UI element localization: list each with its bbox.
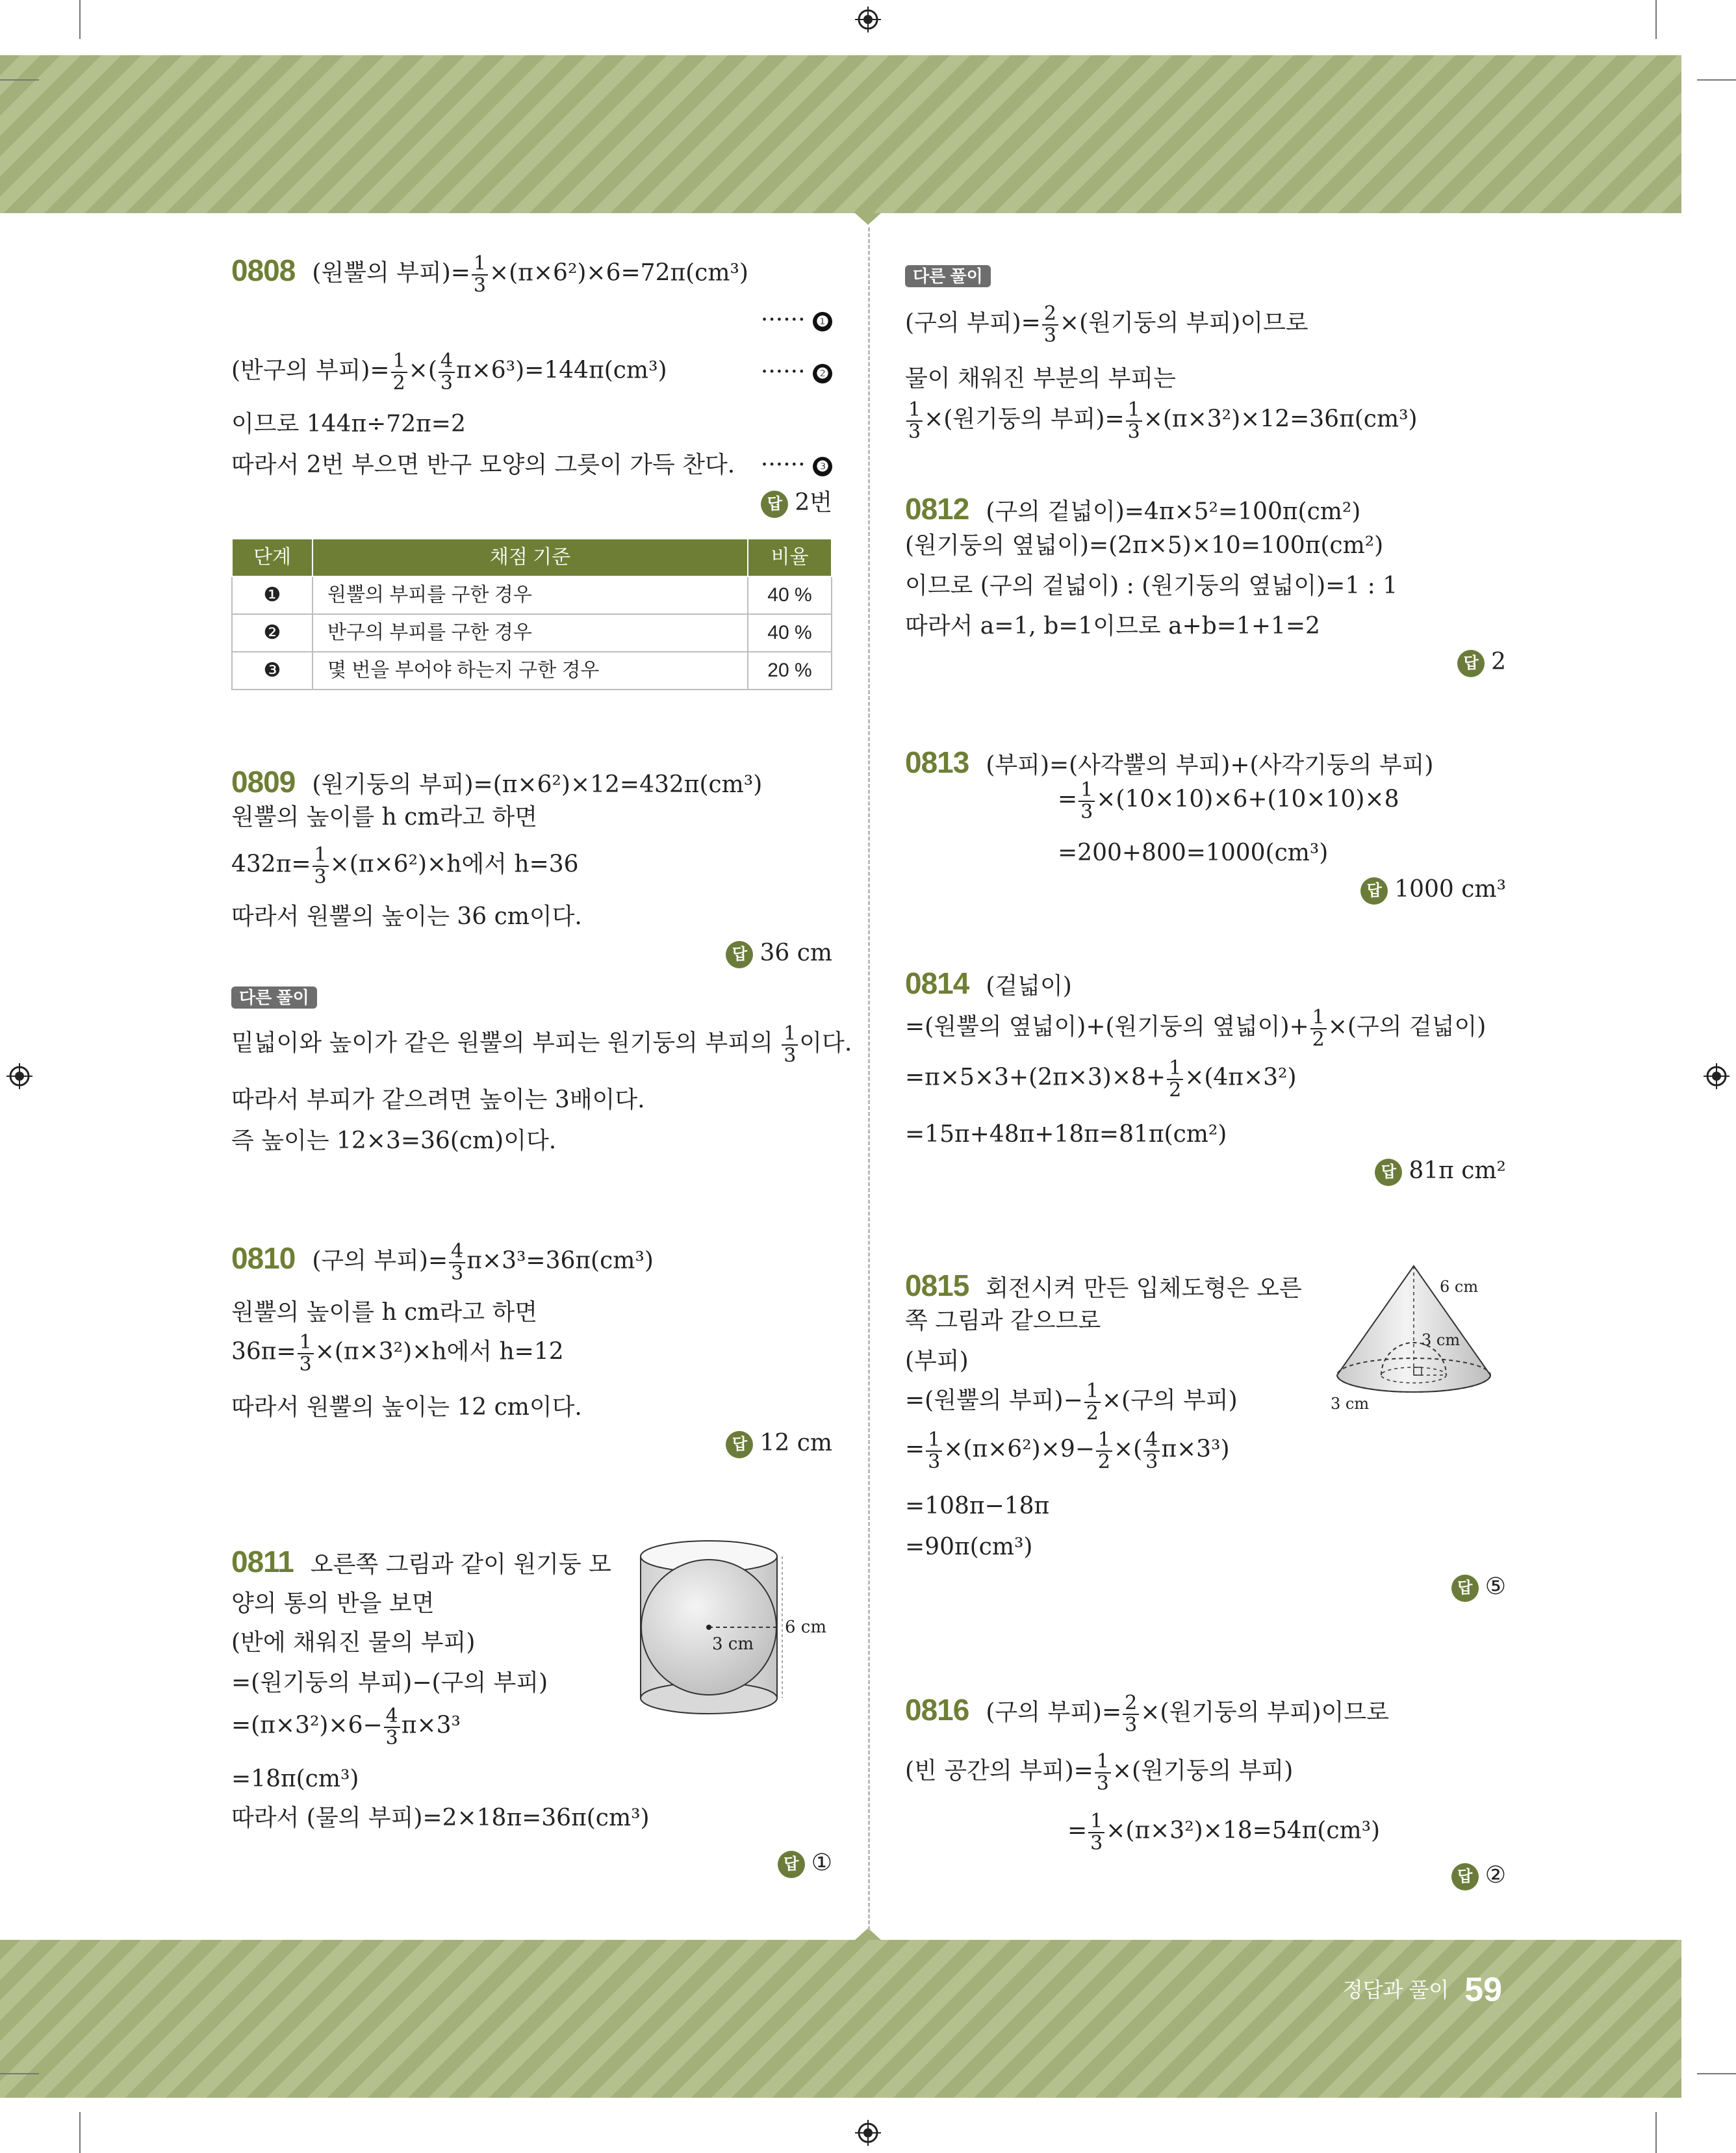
base-radius-label: 3 cm bbox=[1331, 1395, 1370, 1410]
problem-number: 0813 bbox=[905, 745, 969, 779]
answer-badge: 답 bbox=[1375, 1159, 1402, 1186]
answer: 답 2번 bbox=[761, 491, 832, 518]
radius-label: 3 cm bbox=[712, 1634, 754, 1654]
fraction: $\frac{1}{2}$ bbox=[1096, 1430, 1112, 1472]
fraction: $\frac{2}{3}$ bbox=[1042, 303, 1058, 346]
registration-mark-icon bbox=[6, 1063, 32, 1089]
fraction: $\frac{4}{3}$ bbox=[439, 351, 455, 393]
fraction: $\frac{4}{3}$ bbox=[384, 1706, 400, 1748]
problem-number: 0814 bbox=[905, 966, 969, 1000]
answer-badge: 답 bbox=[761, 491, 788, 518]
fraction: $\frac{1}{3}$ bbox=[298, 1332, 314, 1374]
registration-mark-icon bbox=[855, 6, 881, 32]
fraction: $\frac{1}{3}$ bbox=[1126, 400, 1142, 442]
answer: 답 12 cm bbox=[726, 1431, 832, 1458]
table-row: ❸ 몇 번을 부어야 하는지 구한 경우 20 % bbox=[232, 652, 832, 690]
fraction: $\frac{1}{3}$ bbox=[782, 1024, 798, 1066]
answer-badge: 답 bbox=[1451, 1575, 1479, 1602]
problem-number: 0815 bbox=[905, 1269, 969, 1302]
fraction: $\frac{1}{3}$ bbox=[472, 253, 488, 296]
footer-band bbox=[0, 1940, 1681, 2098]
answer: 답 ⑤ bbox=[1451, 1575, 1506, 1602]
answer-badge: 답 bbox=[778, 1851, 805, 1878]
crop-mark bbox=[1655, 2112, 1657, 2153]
page-footer bbox=[1343, 1970, 1502, 2009]
fraction: $\frac{1}{3}$ bbox=[1088, 1811, 1104, 1853]
fraction: $\frac{1}{2}$ bbox=[391, 351, 407, 393]
column-divider bbox=[868, 227, 870, 1930]
fraction: $\frac{4}{3}$ bbox=[1143, 1430, 1160, 1472]
table-row: ❷ 반구의 부피를 구한 경우 40 % bbox=[232, 614, 832, 652]
crop-mark bbox=[0, 79, 39, 81]
crop-mark bbox=[1697, 79, 1736, 81]
problem-number: 0808 bbox=[231, 253, 296, 287]
answer: 답 ② bbox=[1451, 1863, 1506, 1890]
cylinder-sphere-figure bbox=[634, 1540, 829, 1716]
answer: 답 ① bbox=[778, 1851, 832, 1878]
answer: 답 2 bbox=[1457, 650, 1506, 677]
page-number: 59 bbox=[1464, 1971, 1502, 2009]
problem-number: 0809 bbox=[231, 765, 296, 799]
fraction: $\frac{1}{3}$ bbox=[926, 1430, 942, 1472]
answer: 답 81π cm² bbox=[1375, 1159, 1506, 1186]
crop-mark bbox=[79, 2112, 81, 2153]
fraction: $\frac{1}{3}$ bbox=[313, 845, 329, 887]
fraction: $\frac{4}{3}$ bbox=[449, 1241, 465, 1283]
alt-solution-tag: 다른 풀이 bbox=[231, 986, 317, 1009]
problem-number: 0810 bbox=[231, 1241, 296, 1275]
footer-label: 정답과 풀이 bbox=[1342, 1978, 1449, 2002]
scoring-table: 단계 채점 기준 비율 ❶ 원뿔의 부피를 구한 경우 40 % ❷ 반구의 부피를 구한 경우 40 % ❸ 몇 번을 부어야 하는지 구한 경우 20 % bbox=[231, 538, 832, 690]
registration-mark-icon bbox=[1704, 1063, 1730, 1089]
height-label: 6 cm bbox=[785, 1618, 827, 1637]
crop-mark bbox=[1655, 0, 1657, 39]
problem-number: 0816 bbox=[905, 1692, 969, 1727]
crop-mark bbox=[1697, 2073, 1736, 2074]
step-marker: ······ ❷ bbox=[761, 361, 832, 384]
fraction: $\frac{2}{3}$ bbox=[1123, 1693, 1139, 1735]
crop-mark bbox=[0, 2073, 39, 2074]
fraction: $\frac{1}{3}$ bbox=[906, 400, 923, 442]
fraction: $\frac{1}{2}$ bbox=[1167, 1058, 1183, 1100]
table-row: ❶ 원뿔의 부피를 구한 경우 40 % bbox=[232, 576, 832, 614]
answer-badge: 답 bbox=[1360, 877, 1388, 905]
cone-hemisphere-figure bbox=[1331, 1254, 1506, 1410]
hemisphere-radius-label: 3 cm bbox=[1422, 1331, 1461, 1349]
problem-number: 0812 bbox=[905, 492, 969, 526]
answer-badge: 답 bbox=[726, 1431, 753, 1458]
answer-badge: 답 bbox=[1451, 1863, 1479, 1890]
crop-mark bbox=[79, 0, 81, 39]
answer-badge: 답 bbox=[726, 941, 753, 968]
fraction: $\frac{1}{2}$ bbox=[1310, 1007, 1327, 1050]
fraction: $\frac{1}{2}$ bbox=[1084, 1381, 1101, 1423]
step-marker: ······ ❶ bbox=[761, 309, 832, 332]
header-notch bbox=[855, 213, 881, 225]
fraction: $\frac{1}{3}$ bbox=[1095, 1751, 1111, 1794]
header-band bbox=[0, 55, 1681, 213]
answer: 답 36 cm bbox=[726, 941, 832, 968]
step-marker: ······ ❸ bbox=[761, 454, 832, 477]
answer-badge: 답 bbox=[1457, 650, 1485, 677]
registration-mark-icon bbox=[855, 2120, 881, 2146]
answer: 답 1000 cm³ bbox=[1360, 877, 1506, 905]
fraction: $\frac{1}{3}$ bbox=[1079, 780, 1095, 822]
slant-label: 6 cm bbox=[1440, 1278, 1479, 1296]
alt-solution-tag: 다른 풀이 bbox=[905, 265, 991, 287]
problem-number: 0811 bbox=[231, 1545, 294, 1579]
